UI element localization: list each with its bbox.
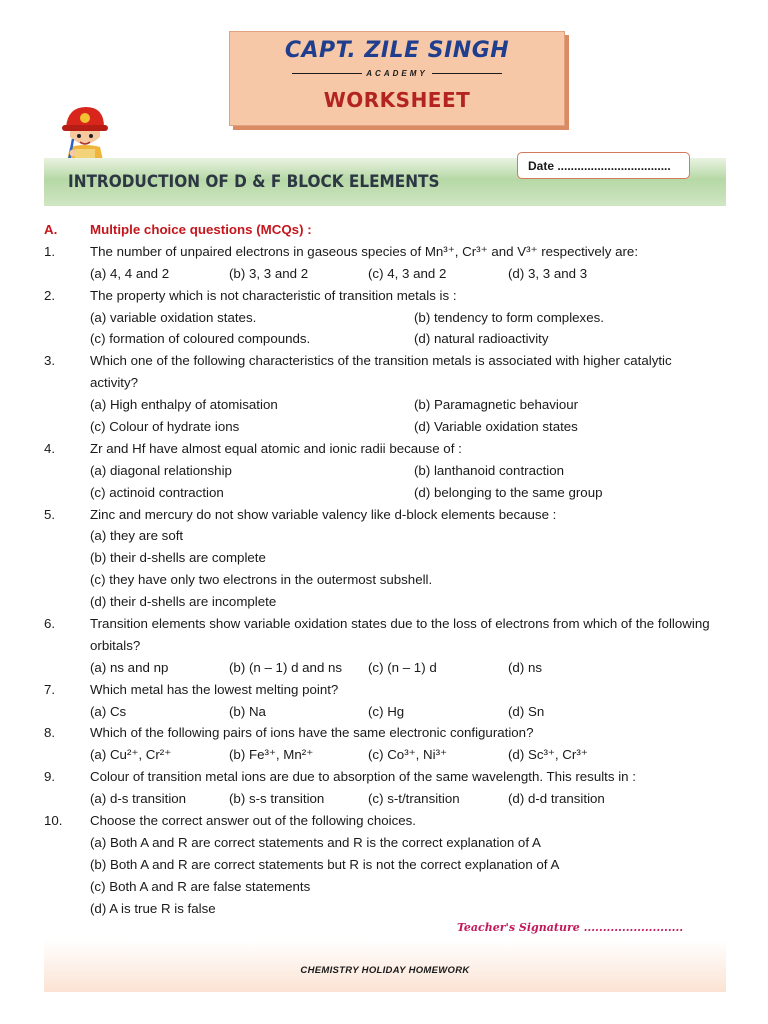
options-row [0, 416, 768, 438]
question-row [0, 504, 768, 526]
question-number: 8. [44, 725, 56, 741]
option: (b) Paramagnetic behaviour [414, 397, 579, 413]
options-row [0, 876, 768, 898]
option: (d) belonging to the same group [414, 484, 603, 500]
question-row [0, 285, 768, 307]
question-text: Zinc and mercury do not show variable valency like d-block elements because : [90, 506, 557, 522]
question-number: 3. [44, 353, 56, 369]
option: (b) Both A and R are correct statements but R is not the correct explanation of A [90, 856, 560, 872]
option: (a) ns and np [90, 659, 169, 675]
option: (c) Colour of hydrate ions [90, 419, 240, 435]
option: (a) diagonal relationship [90, 462, 232, 478]
options-row [0, 591, 768, 613]
page-footer [44, 940, 726, 992]
option: (c) Co³⁺, Ni³⁺ [368, 747, 448, 763]
question-number: 6. [44, 616, 56, 632]
options-row [0, 460, 768, 482]
question-text: Choose the correct answer out of the following choices. [90, 813, 416, 829]
option: (c) Hg [368, 703, 405, 719]
section-heading [0, 219, 768, 241]
question-text: The number of unpaired electrons in gaseous species of Mn³⁺, Cr³⁺ and V³⁺ respectively are: [90, 243, 639, 259]
option: (c) they have only two electrons in the outermost subshell. [90, 572, 433, 588]
option: (c) 4, 3 and 2 [368, 265, 447, 281]
option: (a) 4, 4 and 2 [90, 265, 170, 281]
question-row [0, 635, 768, 657]
options-row [0, 832, 768, 854]
question-row [0, 613, 768, 635]
option: (b) s-s transition [229, 791, 325, 807]
options-row [0, 701, 768, 723]
question-text: Which metal has the lowest melting point? [90, 681, 339, 697]
question-row [0, 722, 768, 744]
question-number: 2. [44, 287, 56, 303]
option: (c) actinoid contraction [90, 484, 224, 500]
option: (a) Cs [90, 703, 127, 719]
question-number: 1. [44, 243, 56, 259]
option: (a) d-s transition [90, 791, 187, 807]
option: (c) s-t/transition [368, 791, 460, 807]
option: (a) High enthalpy of atomisation [90, 397, 278, 413]
option: (d) ns [508, 659, 542, 675]
option: (c) Both A and R are false statements [90, 878, 311, 894]
section-title: Multiple choice questions (MCQs) : [90, 222, 312, 237]
options-row [0, 394, 768, 416]
question-row [0, 679, 768, 701]
academy-subtitle-row [292, 67, 502, 79]
option: (d) d-d transition [508, 791, 605, 807]
question-row [0, 810, 768, 832]
academy-name: CAPT. ZILE SINGH [284, 38, 510, 63]
option: (b) 3, 3 and 2 [229, 265, 309, 281]
question-row [0, 372, 768, 394]
option: (d) Sc³⁺, Cr³⁺ [508, 747, 588, 763]
question-row [0, 241, 768, 263]
question-text-continued: orbitals? [90, 637, 141, 653]
question-row [0, 350, 768, 372]
option: (d) their d-shells are incomplete [90, 594, 277, 610]
option: (a) variable oxidation states. [90, 309, 257, 325]
academy-subtitle: ACADEMY [366, 68, 428, 78]
option: (d) A is true R is false [90, 900, 216, 916]
options-row [0, 328, 768, 350]
question-text: Which of the following pairs of ions have the same electronic configuration? [90, 725, 534, 741]
question-number: 10. [44, 813, 63, 829]
option: (d) 3, 3 and 3 [508, 265, 588, 281]
question-list [0, 219, 768, 920]
question-row [0, 438, 768, 460]
option: (a) Both A and R are correct statements and R is the correct explanation of A [90, 834, 541, 850]
teacher-signature-field[interactable]: Teacher's Signature .......................... [457, 921, 684, 934]
question-text: Zr and Hf have almost equal atomic and ionic radii because of : [90, 440, 462, 456]
option: (a) Cu²⁺, Cr²⁺ [90, 747, 172, 763]
divider [292, 73, 362, 74]
option: (b) tendency to form complexes. [414, 309, 604, 325]
divider [432, 73, 502, 74]
options-row [0, 569, 768, 591]
options-row [0, 263, 768, 285]
options-row [0, 788, 768, 810]
question-number: 5. [44, 506, 56, 522]
option: (c) formation of coloured compounds. [90, 331, 311, 347]
option: (b) their d-shells are complete [90, 550, 266, 566]
footer-text: CHEMISTRY HOLIDAY HOMEWORK [300, 965, 470, 976]
academy-header [229, 31, 565, 126]
question-number: 9. [44, 769, 56, 785]
options-row [0, 547, 768, 569]
section-letter: A. [44, 222, 58, 237]
question-row [0, 766, 768, 788]
option: (b) lanthanoid contraction [414, 462, 565, 478]
options-row [0, 744, 768, 766]
option: (b) Na [229, 703, 266, 719]
question-text: The property which is not characteristic of transition metals is : [90, 287, 457, 303]
options-row [0, 657, 768, 679]
question-text: Colour of transition metal ions are due to absorption of the same wavelength. This results in : [90, 769, 636, 785]
question-text: Transition elements show variable oxidation states due to the loss of electrons from which of the following [90, 616, 710, 632]
topic-title: INTRODUCTION OF D & F BLOCK ELEMENTS [68, 172, 440, 192]
question-number: 7. [44, 681, 56, 697]
question-text: Which one of the following characteristics of the transition metals is associated with higher catalytic [90, 353, 672, 369]
options-row [0, 854, 768, 876]
option: (b) (n – 1) d and ns [229, 659, 343, 675]
options-row [0, 525, 768, 547]
option: (d) Sn [508, 703, 545, 719]
question-text-continued: activity? [90, 375, 139, 391]
option: (d) Variable oxidation states [414, 419, 578, 435]
option: (a) they are soft [90, 528, 184, 544]
options-row [0, 482, 768, 504]
option: (d) natural radioactivity [414, 331, 549, 347]
worksheet-label: WORKSHEET [323, 88, 471, 112]
option: (c) (n – 1) d [368, 659, 437, 675]
options-row [0, 898, 768, 920]
options-row [0, 307, 768, 329]
mascot-icon [56, 103, 114, 165]
option: (b) Fe³⁺, Mn²⁺ [229, 747, 314, 763]
date-field[interactable]: Date .................................. [517, 152, 690, 179]
question-number: 4. [44, 440, 56, 456]
